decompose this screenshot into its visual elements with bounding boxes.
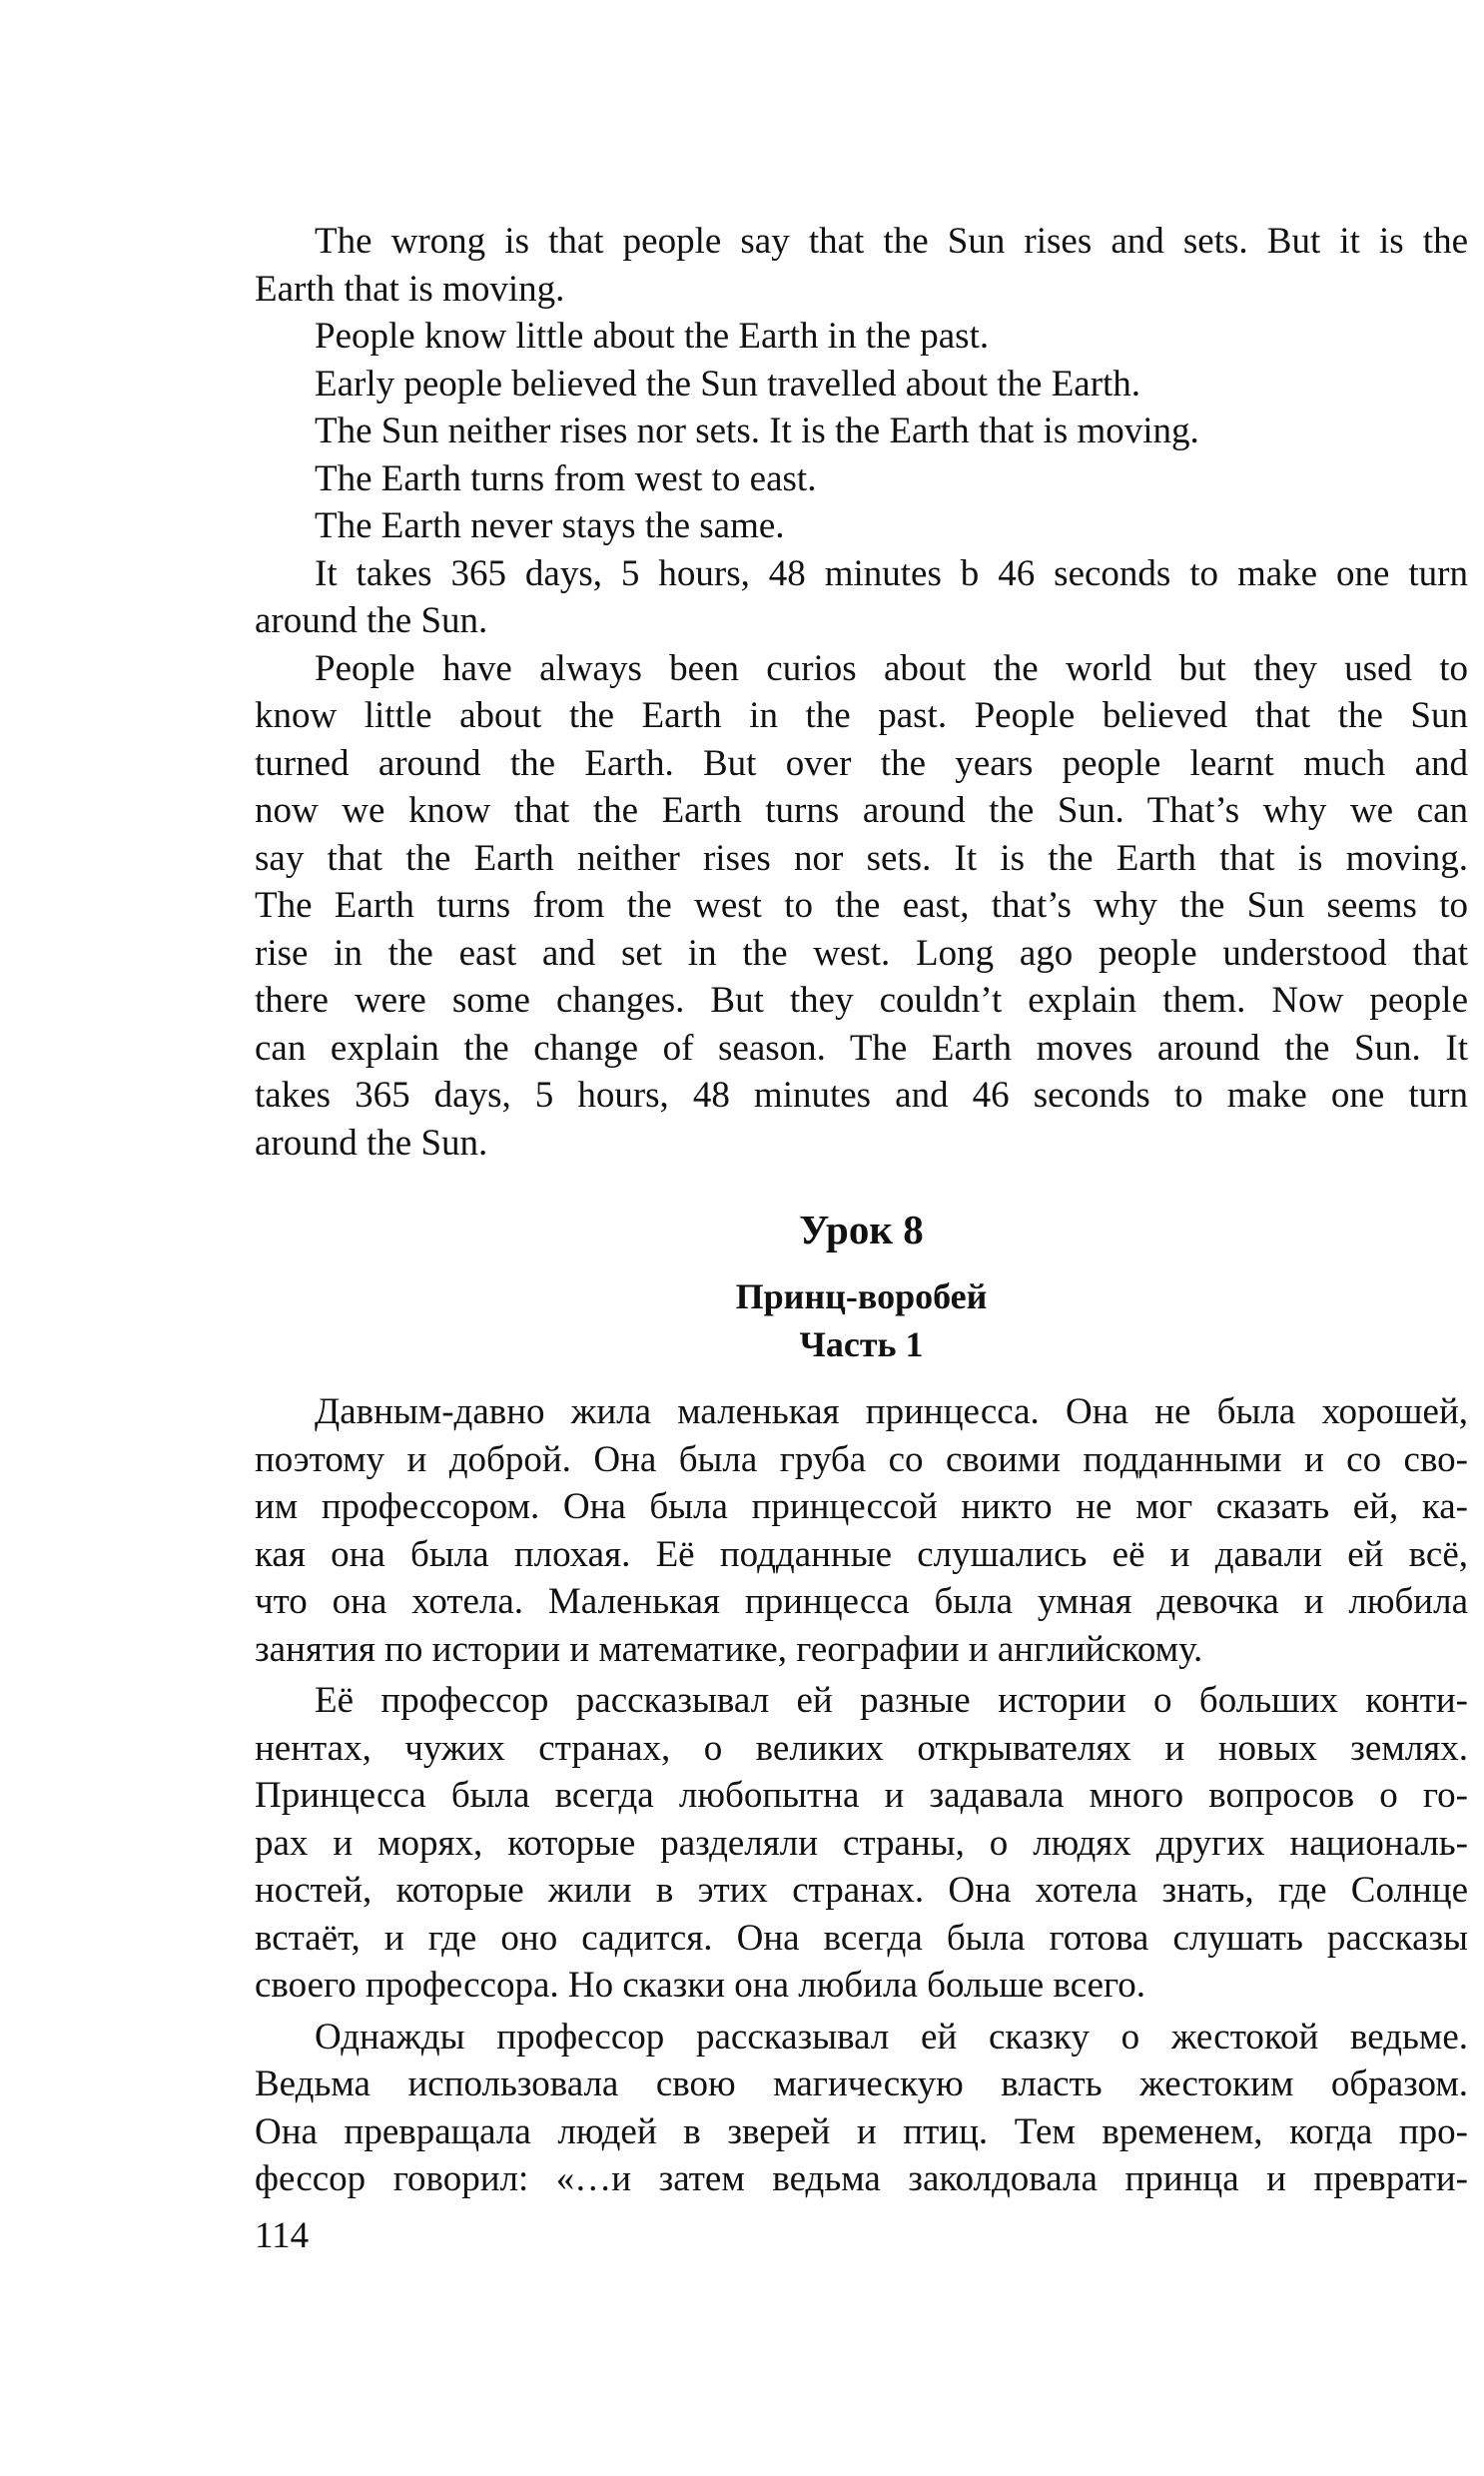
sentence-line: People know little about the Earth in the past. xyxy=(315,316,990,357)
english-sentences xyxy=(255,218,1468,645)
paragraph-line: занятия по истории и математике, географии и английскому. xyxy=(255,1628,1203,1670)
paragraph-line: поэтому и доброй. Она была груба со своими подданными и со сво- xyxy=(255,1438,1468,1480)
paragraph-line: Ведьма использовала свою магическую власть жестоким образом. xyxy=(255,2063,1468,2104)
paragraph-line: The Earth turns from the west to the east, that’s why the Sun seems to xyxy=(255,885,1468,926)
paragraph-line: ностей, которые жили в этих странах. Она хотела знать, где Солнце xyxy=(255,1870,1468,1911)
paragraph-line: there were some changes. But they couldn’t explain them. Now people xyxy=(255,980,1468,1021)
story-title: Принц-воробей xyxy=(735,1276,988,1316)
paragraph-line: кая она была плохая. Её подданные слушались её и давали ей всё, xyxy=(255,1533,1468,1575)
paragraph-line: своего профессора. Но сказки она любила больше всего. xyxy=(255,1965,1146,2006)
paragraph-line: now we know that the Earth turns around the Sun. That’s why we can xyxy=(255,790,1468,831)
paragraph-line: turned around the Earth. But over the years people learnt much and xyxy=(255,742,1468,784)
paragraph-line: Давным-давно жила маленькая принцесса. Она не была хорошей, xyxy=(315,1391,1468,1432)
sentence-line: The Earth turns from west to east. xyxy=(315,457,817,499)
paragraph-line: нентах, чужих странах, о великих открывателях и новых землях. xyxy=(255,1727,1468,1769)
sentence-line: Early people believed the Sun travelled about the Earth. xyxy=(315,363,1141,405)
paragraph-line: фессор говорил: «…и затем ведьма заколдовала принца и преврати- xyxy=(255,2158,1468,2199)
paragraph-line: know little about the Earth in the past. People believed that the Sun xyxy=(255,695,1468,736)
paragraph-line: People have always been curios about the world but they used to xyxy=(315,647,1468,689)
page-content xyxy=(255,218,1468,2203)
sentence-line: around the Sun. xyxy=(255,600,488,641)
sentence-line: It takes 365 days, 5 hours, 48 minutes b 46 seconds to make one turn xyxy=(315,552,1468,594)
paragraph-line: say that the Earth neither rises nor sets. It is the Earth that is moving. xyxy=(255,837,1468,879)
sentence-line: Earth that is moving. xyxy=(255,268,565,310)
paragraph-line: что она хотела. Маленькая принцесса была умная девочка и любила xyxy=(255,1581,1468,1622)
english-paragraph xyxy=(255,645,1468,1168)
paragraph-line: Её профессор рассказывал ей разные истории о больших конти- xyxy=(315,1680,1468,1721)
paragraph-line: can explain the change of season. The Earth moves around the Sun. It xyxy=(255,1027,1468,1069)
paragraph-line: им профессором. Она была принцессой никто не мог сказать ей, ка- xyxy=(255,1486,1468,1527)
paragraph-line: рах и морях, которые разделяли страны, о людях других националь- xyxy=(255,1822,1468,1864)
paragraph-line: takes 365 days, 5 hours, 48 minutes and 46 seconds to make one turn xyxy=(255,1075,1468,1116)
russian-paragraph-3 xyxy=(255,2014,1468,2203)
paragraph-line: Она превращала людей в зверей и птиц. Тем временем, когда про- xyxy=(255,2110,1468,2152)
sentence-line: The Sun neither rises nor sets. It is the Earth that is moving. xyxy=(315,411,1199,451)
paragraph-line: rise in the east and set in the west. Long ago people understood that xyxy=(255,932,1468,974)
story-part: Часть 1 xyxy=(799,1324,924,1364)
page-number: 114 xyxy=(255,2215,310,2256)
sentence-line: The Earth never stays the same. xyxy=(315,505,785,546)
paragraph-line: Принцесса была всегда любопытна и задавала много вопросов о го- xyxy=(255,1775,1468,1816)
lesson-heading: Урок 8 xyxy=(799,1207,924,1252)
russian-paragraph-2 xyxy=(255,1677,1468,2010)
paragraph-line: встаёт, и где оно садится. Она всегда была готова слушать рассказы xyxy=(255,1917,1468,1959)
russian-paragraph-1 xyxy=(255,1388,1468,1673)
paragraph-line: around the Sun. xyxy=(255,1122,488,1164)
sentence-line: The wrong is that people say that the Sun rises and sets. But it is the xyxy=(315,221,1468,262)
paragraph-line: Однажды профессор рассказывал ей сказку о жестокой ведьме. xyxy=(315,2016,1468,2058)
